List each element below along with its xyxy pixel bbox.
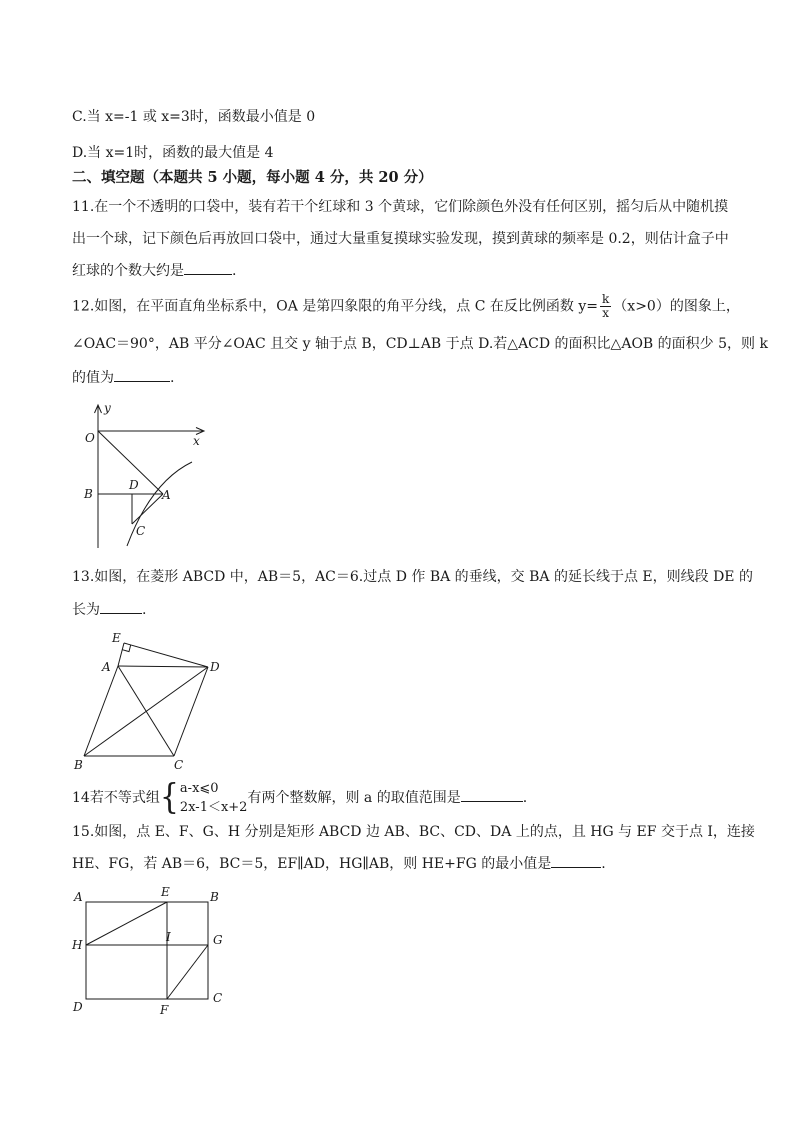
q15-segment-he xyxy=(86,902,167,945)
q12-label-b: B xyxy=(84,487,93,501)
q11-text: 红球的个数大约是 xyxy=(72,263,184,279)
q12-text-post: （x>0）的图象上， xyxy=(613,298,740,315)
q13-segment-ea xyxy=(118,643,124,666)
q11-line3 xyxy=(72,260,236,281)
q11-line2: 出一个球，记下颜色后再放回口袋中，通过大量重复摸球实验发现，摸到黄球的频率是 0.2，则估计盒子中 xyxy=(72,231,729,247)
q12-label-o: O xyxy=(85,431,95,445)
q15-rectangle-abcd xyxy=(86,902,208,999)
q14-brace: { xyxy=(159,777,179,818)
q14-text-pre: 14若不等式组 xyxy=(72,790,160,806)
q14-answer-blank[interactable] xyxy=(461,787,523,802)
q12-label-x: x xyxy=(193,434,200,448)
q12-text: 的值为 xyxy=(72,370,114,386)
section-title: 二、填空题（本题共 5 小题，每小题 4 分，共 20 分） xyxy=(72,169,433,186)
q12-frac-den: x xyxy=(602,306,610,320)
q15-line2 xyxy=(72,853,606,874)
q15-label-f: F xyxy=(160,1003,169,1017)
q15-label-h: H xyxy=(72,938,83,952)
q12-frac-num: k xyxy=(602,292,610,306)
q11-line1: 11.在一个不透明的口袋中，装有若干个红球和 3 个黄球，它们除颜色外没有任何区别，摇匀后从中随机摸 xyxy=(72,199,729,215)
q12-line3 xyxy=(72,367,174,388)
q13-side-da xyxy=(118,666,208,667)
q12-answer-blank[interactable] xyxy=(114,367,170,382)
q15-line1: 15.如图，点 E、F、G、H 分别是矩形 ABCD 边 AB、BC、CD、DA 上的点，且 HG 与 EF 交于点 I，连接 xyxy=(72,824,755,840)
q14-line xyxy=(72,778,527,818)
q15-label-c: C xyxy=(213,991,223,1005)
q13-label-e: E xyxy=(112,631,121,645)
q12-figure xyxy=(70,400,210,552)
q13-label-a: A xyxy=(102,660,111,674)
q14-text-post: 有两个整数解，则 a 的取值范围是 xyxy=(247,790,461,806)
q12-text-pre: 12.如图，在平面直角坐标系中，OA 是第四象限的角平分线，点 C 在反比例函数 y= xyxy=(72,298,599,315)
q13-line1: 13.如图，在菱形 ABCD 中，AB＝5，AC＝6.过点 D 作 BA 的垂线，交 BA 的延长线于点 E，则线段 DE 的 xyxy=(72,569,753,585)
q12-end: . xyxy=(170,370,175,386)
option-d: D.当 x=1时，函数的最大值是 4 xyxy=(72,145,274,161)
q15-label-g: G xyxy=(213,933,223,947)
q14-ineq-1: a-x⩽0 xyxy=(179,781,219,796)
option-c: C.当 x=-1 或 x=3时，函数最小值是 0 xyxy=(72,109,316,125)
q13-line2 xyxy=(72,599,146,620)
q12-line1 xyxy=(72,293,740,320)
q12-label-a: A xyxy=(162,488,171,502)
q15-end: . xyxy=(601,856,606,872)
q15-label-b: B xyxy=(210,890,219,904)
q13-end: . xyxy=(142,602,147,618)
q15-segment-fg xyxy=(167,945,208,999)
q14-end: . xyxy=(522,790,528,806)
q12-segment-ac xyxy=(132,494,163,524)
q15-label-d: D xyxy=(73,1000,83,1014)
q15-label-i: I xyxy=(166,930,171,944)
q13-label-d: D xyxy=(210,660,220,674)
q15-text: HE、FG，若 AB＝6，BC＝5，EF∥AD，HG∥AB，则 HE+FG 的最小值是 xyxy=(72,856,552,872)
q12-line2: ∠OAC＝90°，AB 平分∠OAC 且交 y 轴于点 B，CD⊥AB 于点 D.若△ACD 的面积比△AOB 的面积少 5，则 k xyxy=(72,336,768,352)
q12-fraction xyxy=(600,293,611,320)
q13-label-b: B xyxy=(74,758,83,770)
q13-diagonal-bd xyxy=(84,667,208,756)
q13-text: 长为 xyxy=(72,602,100,618)
q15-figure xyxy=(68,884,238,1020)
q15-label-a: A xyxy=(74,890,83,904)
q12-label-y: y xyxy=(104,401,111,415)
q13-side-cd xyxy=(174,667,208,756)
q13-side-ab xyxy=(84,666,118,756)
q14-ineq-2: 2x-1＜x+2 xyxy=(179,800,248,815)
q13-segment-ed xyxy=(124,643,208,667)
q12-label-d: D xyxy=(129,478,139,492)
q11-end: . xyxy=(232,263,237,279)
q14-system xyxy=(180,779,248,817)
q11-answer-blank[interactable] xyxy=(184,260,232,275)
q13-figure xyxy=(70,628,230,770)
q13-answer-blank[interactable] xyxy=(100,599,142,614)
q15-label-e: E xyxy=(161,885,170,899)
q15-answer-blank[interactable] xyxy=(551,853,601,868)
q12-label-c: C xyxy=(136,524,146,538)
q13-label-c: C xyxy=(174,758,184,770)
